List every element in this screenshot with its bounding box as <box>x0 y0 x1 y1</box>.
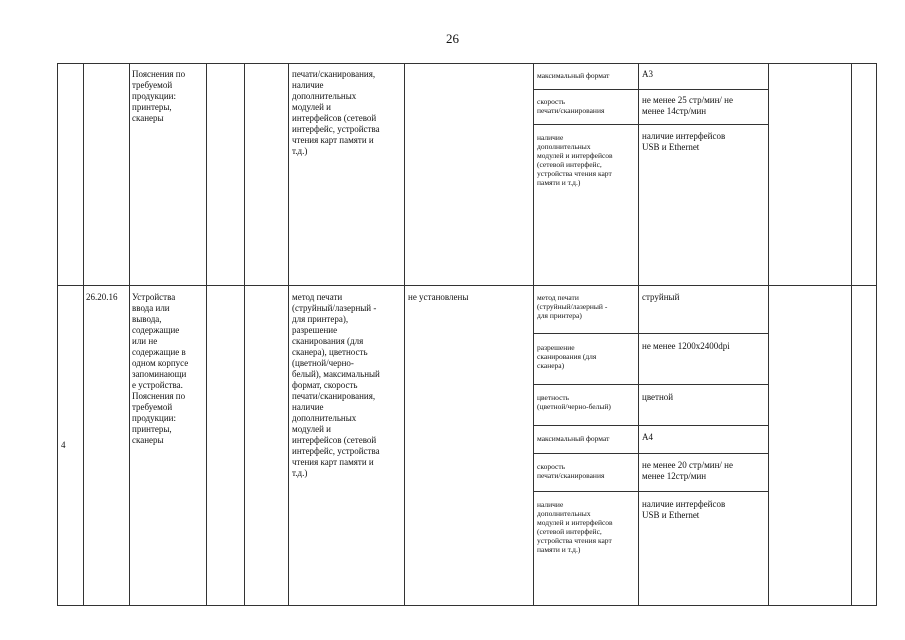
param-value: наличие интерфейсов USB и Ethernet <box>642 131 726 152</box>
param-name: максимальный формат <box>537 434 610 443</box>
col-line <box>129 63 130 606</box>
row-separator <box>57 285 877 286</box>
table-bottom-border <box>57 605 877 606</box>
param-value: не менее 1200х2400dpi <box>642 341 730 351</box>
param-value: цветной <box>642 392 674 402</box>
col-line <box>876 63 877 606</box>
param-value: струйный <box>642 292 680 302</box>
product-name-cell: Устройства ввода или вывода, содержащие или не содержащие в одном корпусе запоминающи е устройства. Пояснения по требуемой продукции: принтеры, сканеры <box>132 292 189 445</box>
param-name: разрешение сканирования (для сканера) <box>537 343 597 370</box>
page-number: 26 <box>446 31 459 46</box>
col-line <box>244 63 245 606</box>
param-separator <box>533 453 768 454</box>
param-separator <box>533 384 768 385</box>
col-line <box>206 63 207 606</box>
param-value: А4 <box>642 432 653 442</box>
col-line <box>851 63 852 606</box>
col-line <box>83 63 84 606</box>
param-value: не менее 25 стр/мин/ не менее 14стр/мин <box>642 95 733 116</box>
row-number: 4 <box>61 440 66 450</box>
product-name-cell: Пояснения по требуемой продукции: принтеры, сканеры <box>132 69 186 123</box>
okpd-code: 26.20.16 <box>86 292 118 302</box>
param-name: наличие дополнительных модулей и интерфейсов (сетевой интерфейс, устройства чтения карт памяти и т.д.) <box>537 133 613 187</box>
param-separator <box>533 425 768 426</box>
requirement-cell: не установлены <box>408 292 469 302</box>
col-line <box>638 63 639 606</box>
param-separator <box>533 89 768 90</box>
col-line <box>288 63 289 606</box>
param-value: А3 <box>642 69 653 79</box>
param-separator <box>533 491 768 492</box>
param-name: скорость печати/сканирования <box>537 97 605 115</box>
col-line <box>533 63 534 606</box>
param-separator <box>533 333 768 334</box>
characteristics-cell: печати/сканирования, наличие дополнительных модулей и интерфейсов (сетевой интерфейс, устройства чтения карт памяти и т.д.) <box>292 69 380 156</box>
param-value: не менее 20 стр/мин/ не менее 12стр/мин <box>642 460 733 481</box>
col-line <box>768 63 769 606</box>
param-separator <box>533 124 768 125</box>
param-name: метод печати (струйный/лазерный - для принтера) <box>537 293 608 320</box>
param-name: наличие дополнительных модулей и интерфейсов (сетевой интерфейс, устройства чтения карт памяти и т.д.) <box>537 500 613 554</box>
characteristics-cell: метод печати (струйный/лазерный - для принтера), разрешение сканирования (для сканера), цветность (цветной/черно- белый), максимальный формат, скорость печати/сканирования, наличие дополнительных модулей и интерфейсов (сетевой интерфейс, устройства чтения карт памяти и т.д.) <box>292 292 380 478</box>
table-top-border <box>57 63 877 64</box>
col-line <box>57 63 58 606</box>
param-name: цветность (цветной/черно-белый) <box>537 393 611 411</box>
col-line <box>404 63 405 606</box>
param-name: максимальный формат <box>537 71 610 80</box>
param-name: скорость печати/сканирования <box>537 462 605 480</box>
param-value: наличие интерфейсов USB и Ethernet <box>642 499 726 520</box>
